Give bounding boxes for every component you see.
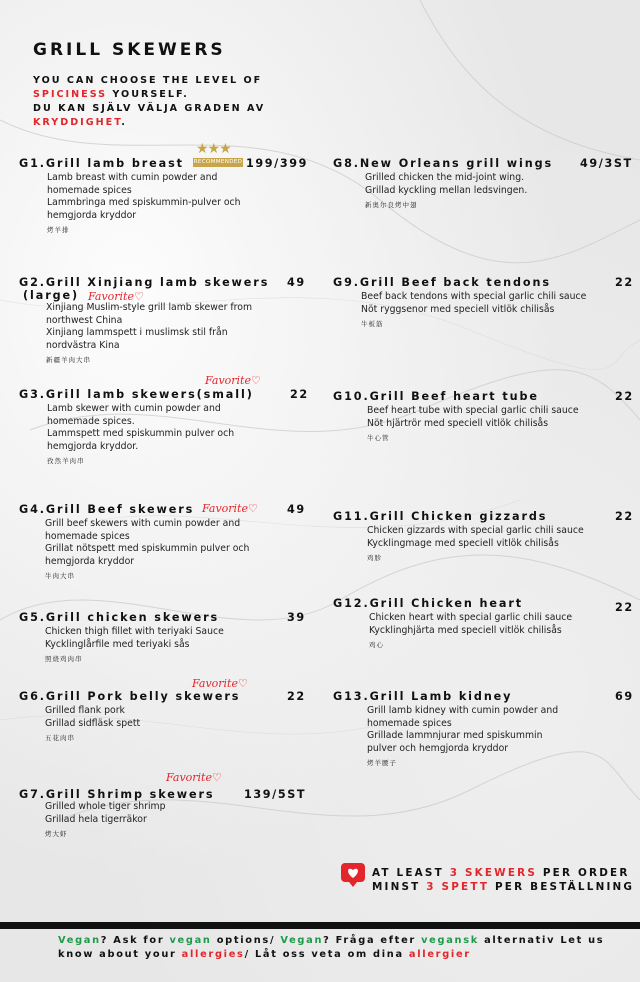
item-title: G6.Grill Pork belly skewers bbox=[19, 690, 241, 703]
desc-line: Lammbringa med spiskummin-pulver och bbox=[47, 197, 241, 208]
desc-line: Beef heart tube with special garlic chili sauce bbox=[367, 405, 579, 416]
desc-line: Lamb breast with cumin powder and bbox=[47, 172, 218, 183]
favorite-label: Favorite♡ bbox=[192, 677, 248, 690]
item-title: G8.New Orleans grill wings bbox=[333, 157, 554, 170]
item-description bbox=[45, 518, 249, 583]
favorite-label: Favorite♡ bbox=[166, 771, 222, 784]
item-price-g10: 22 bbox=[615, 390, 634, 403]
item-description bbox=[367, 525, 584, 565]
chinese-name: 鸡胗 bbox=[367, 554, 382, 562]
desc-line: Grillad kyckling mellan ledsvingen. bbox=[365, 184, 528, 196]
footer-allergies: allergier bbox=[408, 949, 471, 960]
item-title: G10.Grill Beef heart tube bbox=[333, 390, 539, 403]
star-icon: ★★★ bbox=[196, 141, 231, 157]
desc-line: Grillade lammnjurar med spiskummin bbox=[367, 730, 543, 741]
heart-notification-icon bbox=[340, 862, 366, 888]
item-price-g12: 22 bbox=[615, 601, 634, 614]
item-price-g7: 139/5ST bbox=[244, 788, 307, 801]
item-description bbox=[47, 172, 241, 237]
desc-line: Kycklinghjärta med speciell vitlök chilisås bbox=[369, 624, 562, 636]
item-title: G2.Grill Xinjiang lamb skewers bbox=[19, 276, 270, 289]
item-description bbox=[45, 626, 224, 666]
favorite-label: Favorite♡ bbox=[205, 374, 261, 387]
footer-divider bbox=[0, 922, 640, 929]
menu-item-g9[interactable] bbox=[333, 276, 586, 331]
desc-line: Nöt ryggsenor med speciell vitlök chilisås bbox=[361, 303, 555, 315]
desc-line: Xinjiang lammspett i muslimsk stil från bbox=[46, 327, 228, 338]
desc-line: northwest China bbox=[46, 314, 123, 326]
desc-line: homemade spices bbox=[47, 184, 132, 196]
menu-item-g2[interactable] bbox=[19, 276, 269, 367]
note-text: PER BESTÄLLNING bbox=[489, 881, 635, 893]
desc-line: homemade spices. bbox=[47, 415, 135, 427]
desc-line: Xinjiang Muslim-style grill lamb skewer from bbox=[46, 302, 253, 313]
intro-line-2 bbox=[33, 88, 265, 102]
desc-line: hemgjorda kryddor bbox=[45, 555, 135, 567]
item-title: G11.Grill Chicken gizzards bbox=[333, 510, 548, 523]
chinese-name: 牛心管 bbox=[367, 434, 390, 442]
desc-line: pulver och hemgjorda kryddor bbox=[367, 742, 509, 754]
chinese-name: 牛肉大串 bbox=[45, 572, 75, 580]
desc-line: Chicken thigh fillet with teriyaki Sauce bbox=[45, 626, 224, 637]
desc-line: Beef back tendons with special garlic chili sauce bbox=[361, 291, 587, 302]
item-description bbox=[367, 405, 579, 445]
item-price-g5: 39 bbox=[287, 611, 306, 624]
footer-text: ? Fråga efter bbox=[323, 935, 422, 946]
desc-line: Lammspett med spiskummin pulver och bbox=[47, 428, 235, 439]
item-price-g9: 22 bbox=[615, 276, 634, 289]
note-highlight: 3 SPETT bbox=[426, 881, 490, 893]
item-title: G9.Grill Beef back tendons bbox=[333, 276, 551, 289]
note-text: MINST bbox=[372, 881, 427, 893]
item-title: G4.Grill Beef skewers bbox=[19, 503, 195, 516]
desc-line: Grill lamb kidney with cumin powder and bbox=[367, 705, 559, 716]
desc-line: hemgjorda kryddor. bbox=[47, 440, 139, 452]
note-highlight: 3 SKEWERS bbox=[449, 867, 538, 879]
menu-item-g5[interactable] bbox=[19, 611, 224, 666]
note-text: PER ORDER bbox=[537, 867, 630, 879]
note-text: AT LEAST bbox=[372, 867, 450, 879]
desc-line: Kycklinglårfile med teriyaki sås bbox=[45, 638, 190, 650]
desc-line: Chicken heart with special garlic chili sauce bbox=[369, 612, 573, 623]
desc-line: Grilled chicken the mid-joint wing. bbox=[365, 172, 525, 183]
item-title: G7.Grill Shrimp skewers bbox=[19, 788, 215, 801]
desc-line: Grillad hela tigerräkor bbox=[45, 813, 147, 825]
item-price-g8: 49/3ST bbox=[580, 157, 633, 170]
recommended-label: RECOMMENDED bbox=[193, 159, 243, 165]
menu-item-g1[interactable] bbox=[19, 157, 241, 237]
item-price-g11: 22 bbox=[615, 510, 634, 523]
favorite-label: Favorite♡ bbox=[202, 502, 258, 515]
intro-line-4 bbox=[33, 116, 265, 130]
item-price-g3: 22 bbox=[290, 388, 309, 401]
desc-line: Grilled whole tiger shrimp bbox=[45, 801, 166, 812]
chinese-name: 五花肉串 bbox=[45, 734, 75, 742]
item-description bbox=[46, 302, 269, 367]
footer-text: / Låt oss veta om dina bbox=[244, 949, 409, 960]
intro-kryddighet: KRYDDIGHET bbox=[33, 117, 122, 128]
intro-line-1: YOU CAN CHOOSE THE LEVEL OF bbox=[33, 75, 263, 86]
footer-vegan: Vegan bbox=[58, 935, 101, 946]
footer-text: options/ bbox=[211, 935, 281, 946]
menu-item-g6[interactable] bbox=[19, 690, 240, 745]
footer-text: know about your bbox=[58, 949, 182, 960]
intro-line-2-rest: YOURSELF. bbox=[107, 89, 189, 100]
item-title-size: (large) bbox=[23, 289, 80, 302]
desc-line: homemade spices bbox=[367, 717, 452, 729]
item-description bbox=[367, 705, 558, 770]
chinese-name: 鸡心 bbox=[369, 641, 384, 649]
footer-line-2 bbox=[58, 948, 604, 962]
item-price-g6: 22 bbox=[287, 690, 306, 703]
chinese-name: 烤羊腰子 bbox=[367, 759, 397, 767]
menu-item-g12[interactable] bbox=[333, 597, 572, 652]
chinese-name: 孜然羊肉串 bbox=[47, 457, 85, 465]
footer-allergy-note bbox=[58, 934, 604, 962]
item-description bbox=[45, 801, 214, 841]
page-title: GRILL SKEWERS bbox=[33, 40, 226, 60]
desc-line: Grillad sidfläsk spett bbox=[45, 717, 141, 729]
item-title: G13.Grill Lamb kidney bbox=[333, 690, 513, 703]
menu-item-g8[interactable] bbox=[333, 157, 553, 212]
item-price-g4: 49 bbox=[287, 503, 306, 516]
intro-spiciness: SPICINESS bbox=[33, 89, 108, 100]
menu-item-g3[interactable] bbox=[19, 388, 254, 468]
footer-vegan: vegansk bbox=[421, 935, 479, 946]
footer-text: ? Ask for bbox=[100, 935, 170, 946]
desc-line: Nöt hjärtrör med speciell vitlök chilisås bbox=[367, 417, 549, 429]
item-description bbox=[47, 403, 254, 468]
desc-line: Grilled flank pork bbox=[45, 705, 125, 716]
favorite-label: Favorite♡ bbox=[88, 290, 144, 303]
desc-line: hemgjorda kryddor bbox=[47, 209, 137, 221]
chinese-name: 照烧鸡肉串 bbox=[45, 655, 83, 663]
menu-item-g13[interactable] bbox=[333, 690, 558, 770]
item-description bbox=[365, 172, 553, 212]
note-line-sv bbox=[372, 880, 634, 894]
chinese-name: 新疆羊肉大串 bbox=[46, 356, 91, 364]
footer-text: alternativ Let us bbox=[478, 935, 605, 946]
item-title: G3.Grill lamb skewers(small) bbox=[19, 388, 254, 401]
item-description bbox=[45, 705, 240, 745]
item-price-g1: 199/399 bbox=[246, 157, 308, 170]
chinese-name: 新奥尔良烤中翅 bbox=[365, 201, 418, 209]
chinese-name: 牛板筋 bbox=[361, 320, 384, 328]
spiciness-intro bbox=[33, 74, 265, 130]
item-title: G5.Grill chicken skewers bbox=[19, 611, 220, 624]
menu-item-g10[interactable] bbox=[333, 390, 579, 445]
desc-line: Grill beef skewers with cumin powder and bbox=[45, 518, 241, 529]
desc-line: Lamb skewer with cumin powder and bbox=[47, 403, 221, 414]
desc-line: Kycklingmage med speciell vitlök chilisås bbox=[367, 537, 559, 549]
footer-vegan: vegan bbox=[169, 935, 212, 946]
item-description bbox=[369, 612, 572, 652]
footer-vegan: Vegan bbox=[280, 935, 324, 946]
desc-line: Grillat nötspett med spiskummin pulver och bbox=[45, 543, 250, 554]
intro-line-4-rest: . bbox=[121, 117, 127, 128]
chinese-name: 烤羊排 bbox=[47, 226, 70, 234]
note-line-en bbox=[372, 866, 634, 880]
footer-line-1 bbox=[58, 934, 604, 948]
item-price-g13: 69 bbox=[615, 690, 634, 703]
item-title: G12.Grill Chicken heart bbox=[333, 597, 523, 610]
intro-line-3: DU KAN SJÄLV VÄLJA GRADEN AV bbox=[33, 103, 266, 114]
minimum-order-note bbox=[372, 866, 634, 894]
menu-item-g11[interactable] bbox=[333, 510, 584, 565]
item-description bbox=[361, 291, 586, 331]
item-price-g2: 49 bbox=[287, 276, 306, 289]
menu-item-g7[interactable] bbox=[19, 788, 214, 841]
desc-line: nordvästra Kina bbox=[46, 339, 120, 351]
desc-line: homemade spices bbox=[45, 530, 130, 542]
footer-allergies: allergies bbox=[181, 949, 245, 960]
chinese-name: 烤大虾 bbox=[45, 830, 68, 838]
desc-line: Chicken gizzards with special garlic chili sauce bbox=[367, 525, 584, 536]
item-title: G1.Grill lamb breast bbox=[19, 157, 184, 170]
